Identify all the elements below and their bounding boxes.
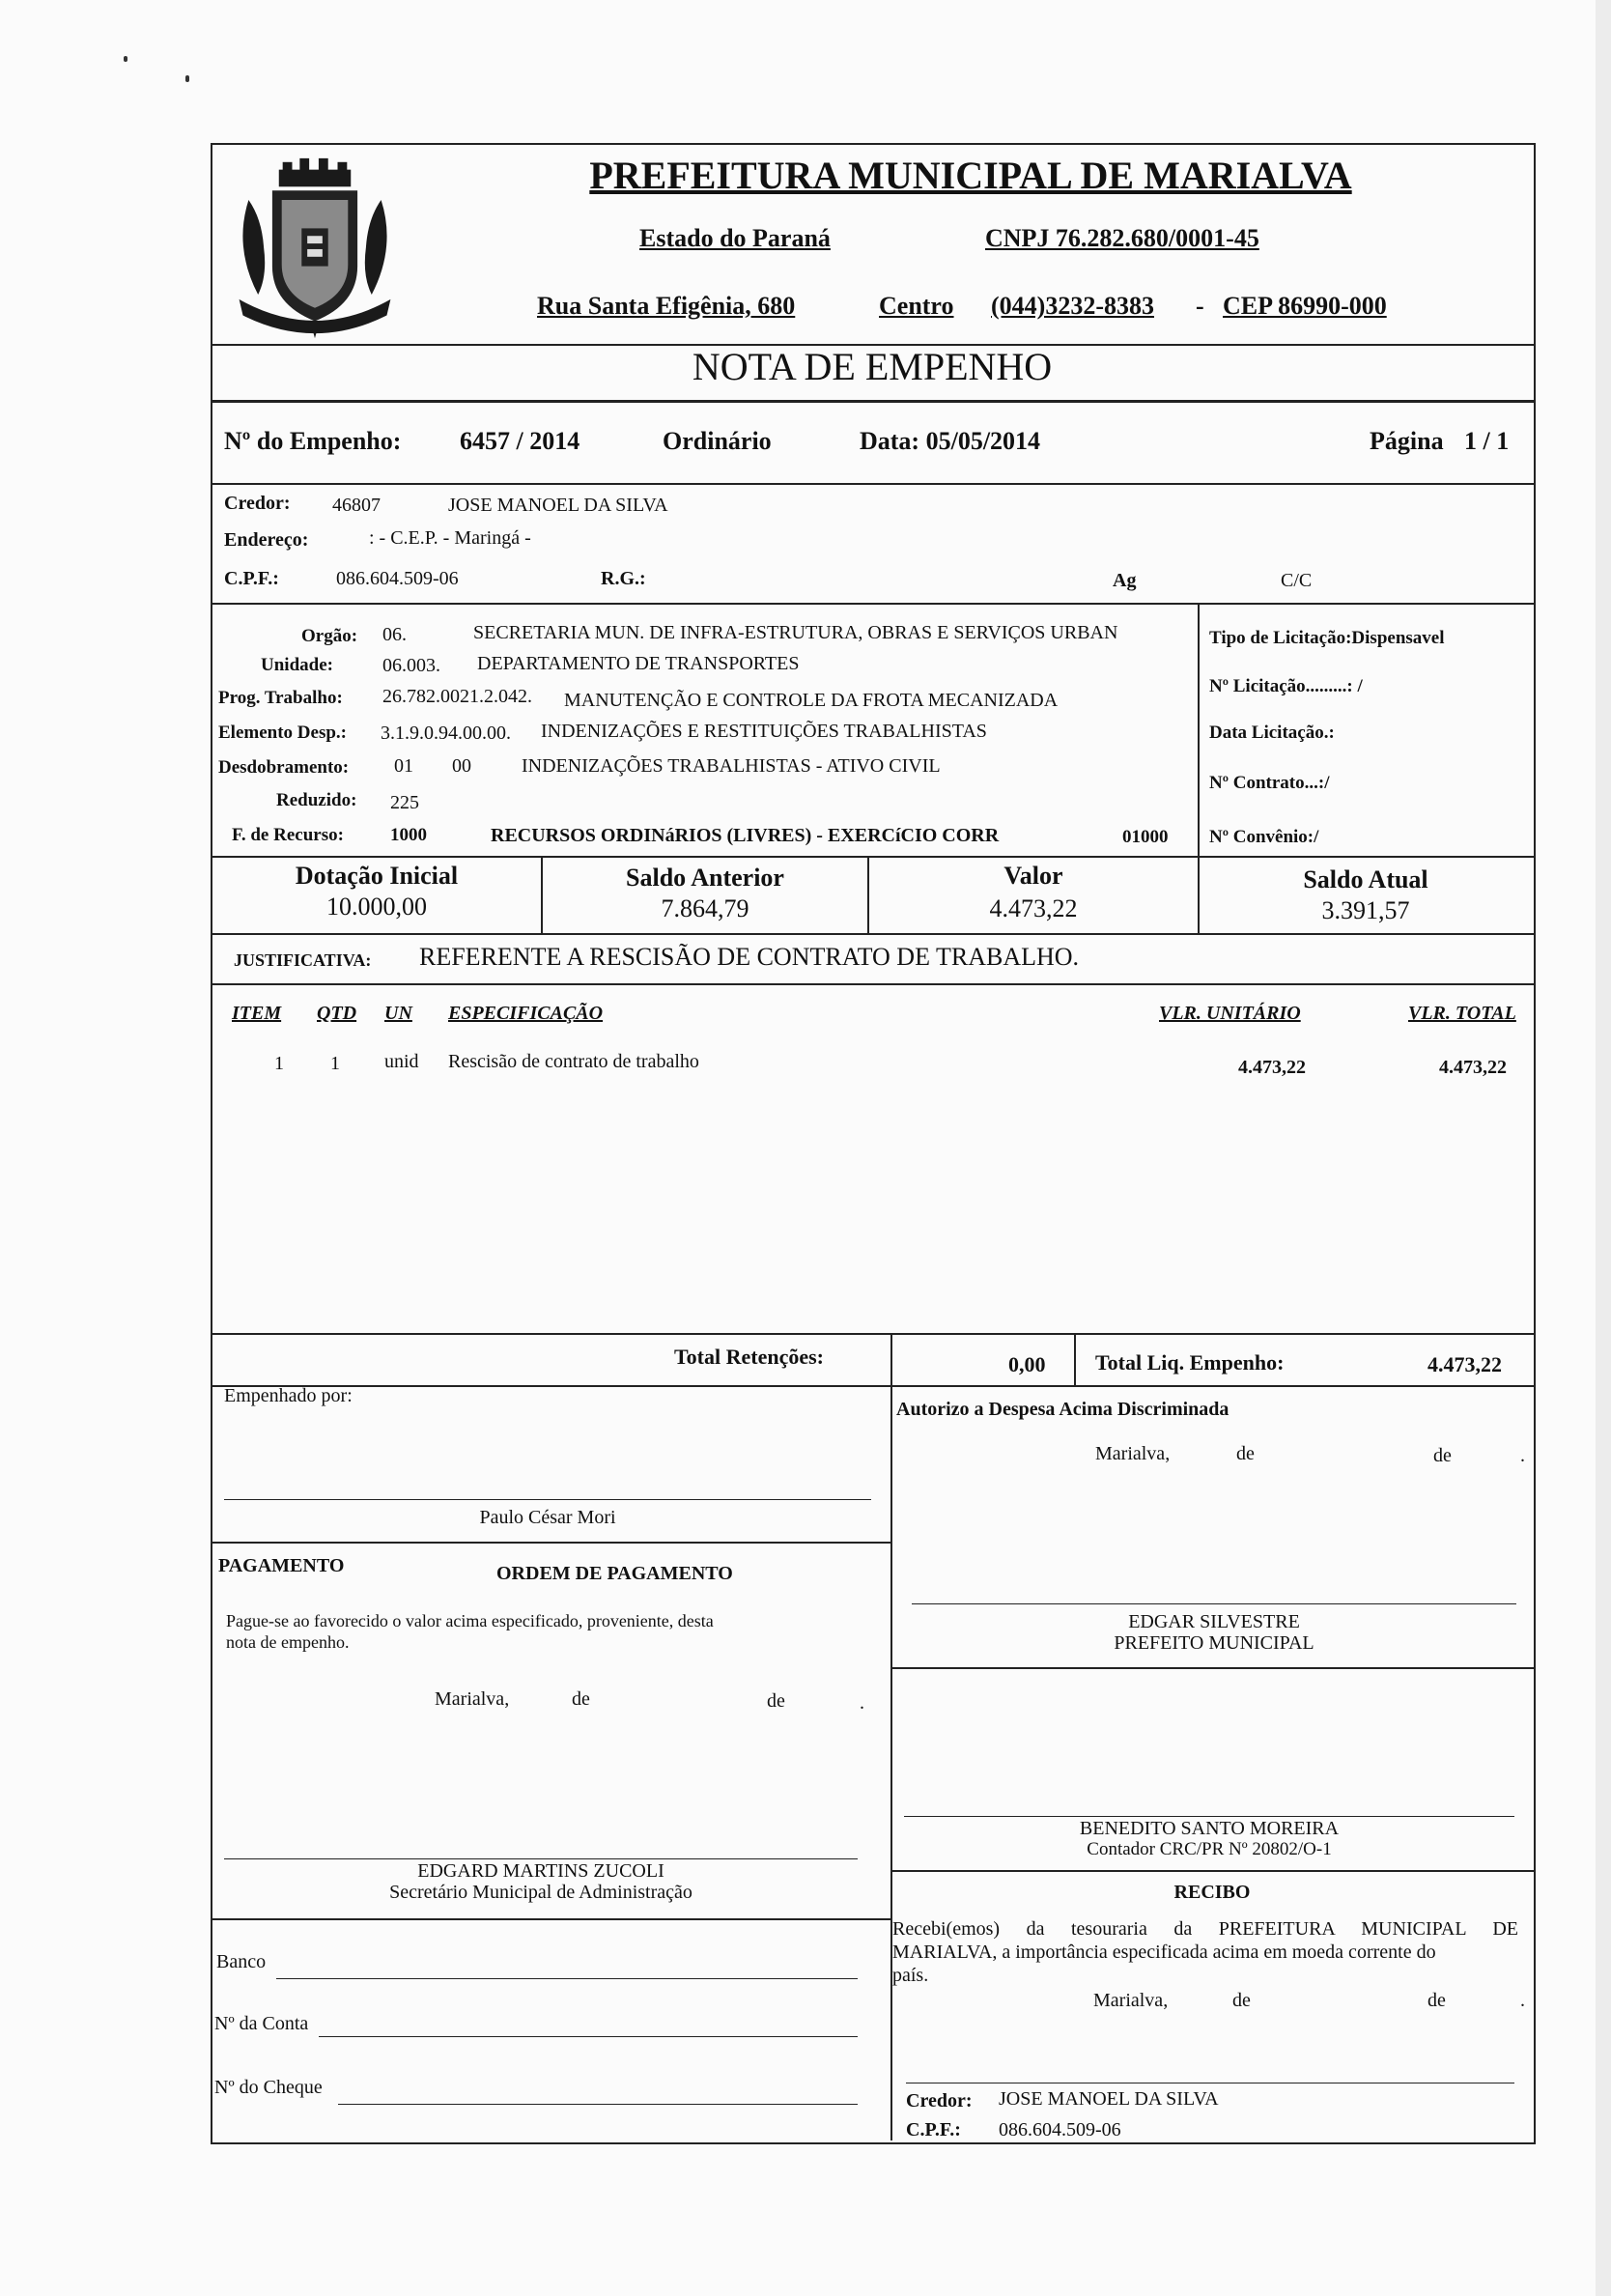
dot-right: . [1520, 1445, 1525, 1466]
signer-edgard: EDGARD MARTINS ZUCOLI [417, 1860, 664, 1882]
municipality-title: PREFEITURA MUNICIPAL DE MARIALVA [589, 154, 1352, 197]
total-liquido-label: Total Liq. Empenho: [1095, 1350, 1285, 1375]
de-left-2: de [767, 1690, 785, 1712]
total-retencoes-label: Total Retenções: [674, 1345, 824, 1369]
valor-value: 4.473,22 [989, 894, 1078, 922]
item-row-un: unid [384, 1051, 419, 1072]
empenho-date: Data: 05/05/2014 [860, 427, 1041, 455]
page-value: 1 / 1 [1464, 427, 1510, 455]
recibo-credor-label: Credor: [906, 2090, 973, 2112]
recibo-credor-value: JOSE MANOEL DA SILVA [999, 2088, 1219, 2110]
elemento-desc: INDENIZAÇÕES E RESTITUIÇÕES TRABALHISTAS [541, 721, 987, 742]
empenho-type: Ordinário [663, 427, 772, 455]
col-especificacao: ESPECIFICAÇÃO [448, 1003, 604, 1024]
empenhado-por-label: Empenhado por: [224, 1385, 353, 1406]
desdobramento-desc: INDENIZAÇÕES TRABALHISTAS - ATIVO CIVIL [522, 755, 941, 777]
reduzido-value: 225 [390, 792, 419, 813]
divider [211, 1333, 1534, 1335]
marialva-left: Marialva, [435, 1688, 510, 1710]
fonte-recurso-label: F. de Recurso: [232, 825, 344, 845]
desdobramento-code-1: 01 [394, 755, 413, 777]
signer-edgard-role: Secretário Municipal de Administração [389, 1882, 692, 1903]
orgao-label: Orgão: [301, 626, 358, 646]
divider [890, 1333, 892, 1387]
item-row-number: 1 [274, 1053, 284, 1074]
signature-line [904, 1816, 1514, 1817]
de-recibo-1: de [1232, 1990, 1251, 2011]
recibo-title: RECIBO [1173, 1882, 1251, 1903]
divider [211, 1542, 890, 1544]
ordem-pagamento-label: ORDEM DE PAGAMENTO [496, 1563, 733, 1584]
prog-trabalho-label: Prog. Trabalho: [218, 688, 343, 708]
page-label: Página [1370, 427, 1444, 455]
elemento-code: 3.1.9.0.94.00.00. [381, 723, 511, 744]
unidade-label: Unidade: [261, 655, 333, 675]
col-valor-unitario: VLR. UNITÁRIO [1159, 1003, 1301, 1024]
scan-speck [124, 56, 127, 62]
de-recibo-2: de [1427, 1990, 1446, 2011]
cpf-value: 086.604.509-06 [336, 568, 459, 589]
reduzido-label: Reduzido: [276, 790, 357, 810]
justificativa-text: REFERENTE A RESCISÃO DE CONTRATO DE TRABALHO. [419, 943, 1080, 971]
ag-label: Ag [1113, 570, 1137, 591]
saldo-atual-value: 3.391,57 [1321, 896, 1410, 924]
divider [211, 1385, 1534, 1387]
autorizo-label: Autorizo a Despesa Acima Discriminada [896, 1399, 1229, 1420]
municipal-coat-of-arms-icon [220, 153, 410, 342]
address-label: Rua Santa Efigênia, 680 [537, 292, 796, 320]
separator-dash: - [1196, 292, 1204, 320]
signature-line [224, 1858, 858, 1859]
divider [1198, 603, 1200, 858]
recibo-cpf-value: 086.604.509-06 [999, 2119, 1121, 2140]
dotacao-inicial-value: 10.000,00 [326, 893, 427, 921]
numero-convenio: Nº Convênio:/ [1209, 827, 1319, 847]
prog-trabalho-code: 26.782.0021.2.042. [382, 686, 532, 707]
saldo-atual-label: Saldo Atual [1303, 865, 1428, 893]
fonte-recurso-code: 1000 [390, 825, 427, 845]
valor-label: Valor [1003, 862, 1063, 890]
rg-label: R.G.: [601, 568, 646, 589]
de-right-1: de [1236, 1443, 1255, 1464]
tipo-licitacao: Tipo de Licitação:Dispensavel [1209, 628, 1445, 648]
banco-label: Banco [216, 1951, 267, 1972]
cep-label: CEP 86990-000 [1223, 292, 1387, 320]
saldo-anterior-value: 7.864,79 [661, 894, 749, 922]
divider [211, 603, 1534, 605]
banco-line[interactable] [276, 1978, 858, 1979]
de-right-2: de [1433, 1445, 1452, 1466]
credor-name: JOSE MANOEL DA SILVA [448, 495, 668, 516]
desdobramento-code-2: 00 [452, 755, 471, 777]
cc-label: C/C [1281, 570, 1313, 591]
signature-line [224, 1499, 871, 1500]
divider [211, 933, 1534, 935]
cpf-label: C.P.F.: [224, 568, 279, 589]
cnpj-label: CNPJ 76.282.680/0001-45 [985, 224, 1259, 252]
unidade-code: 06.003. [382, 655, 440, 676]
pagamento-label: PAGAMENTO [218, 1555, 345, 1576]
orgao-code: 06. [382, 624, 407, 645]
signer-paulo: Paulo César Mori [479, 1507, 616, 1528]
endereco-value: : - C.E.P. - Maringá - [369, 527, 531, 549]
fonte-recurso-desc: RECURSOS ORDINáRIOS (LIVRES) - EXERCíCIO CORR [491, 825, 1000, 846]
divider [890, 1385, 892, 2140]
conta-label: Nº da Conta [214, 2013, 309, 2034]
saldo-anterior-label: Saldo Anterior [626, 864, 784, 892]
scan-speck [185, 75, 189, 82]
numero-licitacao: Nº Licitação.........: / [1209, 676, 1363, 696]
divider [211, 856, 1534, 858]
elemento-label: Elemento Desp.: [218, 723, 347, 743]
credor-code: 46807 [332, 495, 381, 516]
empenho-number-label: Nº do Empenho: [224, 427, 402, 455]
divider [211, 983, 1534, 985]
divider [890, 1667, 1534, 1669]
credor-label: Credor: [224, 493, 291, 514]
item-row-unit-value: 4.473,22 [1238, 1057, 1306, 1078]
unidade-desc: DEPARTAMENTO DE TRANSPORTES [477, 653, 800, 674]
data-licitacao: Data Licitação.: [1209, 723, 1335, 743]
recibo-text-2: MARIALVA, a importância especificada acima em moeda corrente do [892, 1942, 1436, 1963]
state-label: Estado do Paraná [639, 224, 831, 252]
col-valor-total: VLR. TOTAL [1408, 1003, 1516, 1024]
divider [890, 1870, 1534, 1872]
col-un: UN [384, 1003, 412, 1024]
col-item: ITEM [232, 1003, 282, 1024]
marialva-right: Marialva, [1095, 1443, 1171, 1464]
dot-left: . [860, 1692, 864, 1714]
col-qtd: QTD [317, 1003, 357, 1024]
recibo-text-3: país. [892, 1965, 929, 1986]
fonte-recurso-code-2: 01000 [1122, 827, 1169, 847]
divider [1074, 1333, 1076, 1387]
dot-recibo: . [1520, 1990, 1525, 2011]
divider [211, 400, 1534, 403]
item-row-spec: Rescisão de contrato de trabalho [448, 1051, 699, 1072]
pague-se-text-1: Pague-se ao favorecido o valor acima especificado, proveniente, desta [226, 1611, 714, 1630]
signer-benedito: BENEDITO SANTO MOREIRA [1079, 1818, 1340, 1839]
recibo-text-1: Recebi(emos) da tesouraria da PREFEITURA MUNICIPAL DE [892, 1918, 1518, 1940]
document-type-title: NOTA DE EMPENHO [692, 345, 1053, 388]
signature-line [912, 1603, 1516, 1604]
item-row-qtd: 1 [330, 1053, 340, 1074]
recibo-cpf-label: C.P.F.: [906, 2119, 961, 2140]
district-label: Centro [879, 292, 954, 320]
signer-edgar: EDGAR SILVESTRE [1128, 1611, 1300, 1632]
desdobramento-label: Desdobramento: [218, 757, 350, 778]
signer-benedito-role: Contador CRC/PR Nº 20802/O-1 [1087, 1839, 1332, 1859]
total-liquido-value: 4.473,22 [1427, 1352, 1502, 1376]
conta-line[interactable] [319, 2036, 858, 2037]
item-row-total-value: 4.473,22 [1439, 1057, 1507, 1078]
cheque-label: Nº do Cheque [214, 2077, 323, 2098]
marialva-recibo: Marialva, [1093, 1990, 1169, 2011]
dotacao-inicial-label: Dotação Inicial [295, 862, 459, 890]
justificativa-label: JUSTIFICATIVA: [234, 950, 372, 970]
orgao-desc: SECRETARIA MUN. DE INFRA-ESTRUTURA, OBRAS E SERVIÇOS URBAN [473, 622, 1118, 643]
de-left-1: de [572, 1688, 590, 1710]
divider [211, 483, 1534, 485]
pague-se-text-2: nota de empenho. [226, 1632, 350, 1652]
phone-label: (044)3232-8383 [991, 292, 1154, 320]
endereco-label: Endereço: [224, 529, 309, 551]
numero-contrato: Nº Contrato...:/ [1209, 773, 1330, 793]
divider [211, 1918, 890, 1920]
total-retencoes-value: 0,00 [1008, 1352, 1046, 1376]
cheque-line[interactable] [338, 2104, 858, 2105]
empenho-number-value: 6457 / 2014 [460, 427, 580, 455]
prog-trabalho-desc: MANUTENÇÃO E CONTROLE DA FROTA MECANIZADA [564, 690, 1059, 711]
signer-edgar-role: PREFEITO MUNICIPAL [1114, 1632, 1314, 1654]
